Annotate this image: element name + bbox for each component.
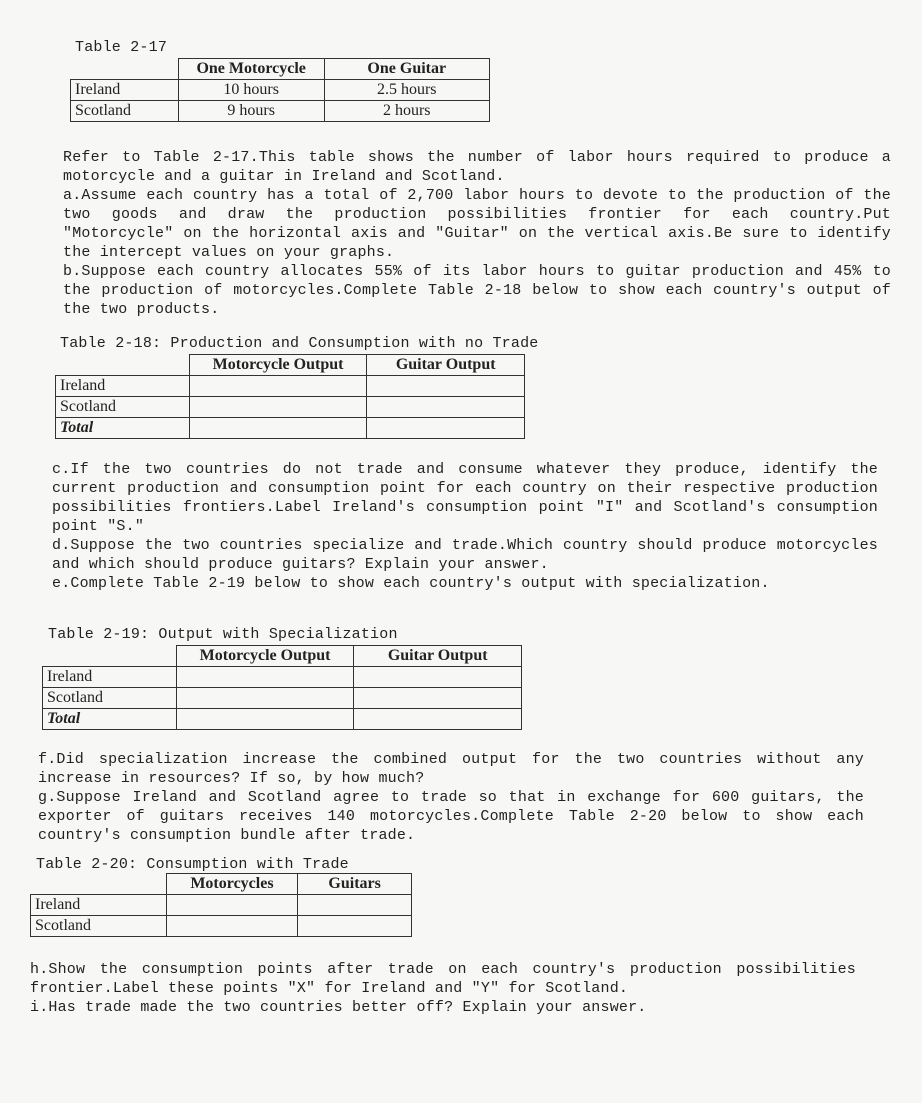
table-2-17-caption: Table 2-17: [75, 39, 168, 56]
answer-cell: [354, 688, 522, 709]
answer-cell: [166, 895, 298, 916]
table-2-19: [42, 645, 522, 730]
answer-cell: [189, 397, 367, 418]
table-header-cell: [31, 874, 167, 895]
table-cell: 9 hours: [178, 101, 324, 122]
row-label: Scotland: [31, 916, 167, 937]
row-label: Scotland: [43, 688, 177, 709]
row-label: Ireland: [31, 895, 167, 916]
total-row-label: Total: [56, 418, 190, 439]
answer-cell: [367, 397, 525, 418]
answer-cell: [189, 418, 367, 439]
row-label: Ireland: [71, 80, 179, 101]
table-row: [56, 418, 525, 439]
table-header-row: [71, 59, 490, 80]
question-b: b.Suppose each country allocates 55% of its labor hours to guitar production and 45% to the production of motorcycles.Complete Table 2-18 below to show each country's output of the two products.: [63, 263, 891, 318]
question-text-block-4: [30, 960, 856, 1017]
table-cell: 2.5 hours: [324, 80, 489, 101]
table-row: [31, 895, 412, 916]
answer-cell: [298, 916, 412, 937]
table-row: [31, 916, 412, 937]
table-cell: 10 hours: [178, 80, 324, 101]
row-label: Scotland: [56, 397, 190, 418]
total-row-label: Total: [43, 709, 177, 730]
answer-cell: [354, 667, 522, 688]
answer-cell: [354, 709, 522, 730]
question-h: h.Show the consumption points after trade on each country's production possibilities frontier.Label these points "X" for Ireland and "Y" for Scotland.: [30, 961, 856, 997]
table-2-18-caption: Table 2-18: Production and Consumption with no Trade: [60, 335, 539, 352]
table-row: [71, 80, 490, 101]
question-c: c.If the two countries do not trade and consume whatever they produce, identify the current production and consumption point for each country on their respective production possibilities frontiers.Label Ireland's consumption point "I" and Scotland's consumption point "S.": [52, 461, 878, 535]
table-header-row: [31, 874, 412, 895]
table-2-18: [55, 354, 525, 439]
table-row: [43, 709, 522, 730]
table-header-cell: [71, 59, 179, 80]
table-2-17: [70, 58, 490, 122]
table-header-cell: One Guitar: [324, 59, 489, 80]
table-row: [56, 397, 525, 418]
table-header-cell: Motorcycle Output: [176, 646, 354, 667]
table-header-cell: Guitar Output: [367, 355, 525, 376]
table-header-row: [56, 355, 525, 376]
table-row: [43, 688, 522, 709]
row-label: Scotland: [71, 101, 179, 122]
question-f: f.Did specialization increase the combined output for the two countries without any increase in resources? If so, by how much?: [38, 751, 864, 787]
question-a: a.Assume each country has a total of 2,700 labor hours to devote to the production of the two goods and draw the production possibilities frontier for each country.Put "Motorcycle" on the horizontal axis and "Guitar" on the vertical axis.Be sure to identify the intercept values on your graphs.: [63, 187, 891, 261]
question-text-block-3: [38, 750, 864, 845]
row-label: Ireland: [43, 667, 177, 688]
table-header-cell: Motorcycle Output: [189, 355, 367, 376]
table-header-cell: Guitars: [298, 874, 412, 895]
table-cell: 2 hours: [324, 101, 489, 122]
answer-cell: [189, 376, 367, 397]
question-text-block-1: [63, 148, 891, 319]
table-header-row: [43, 646, 522, 667]
answer-cell: [367, 376, 525, 397]
answer-cell: [176, 688, 354, 709]
table-2-19-caption: Table 2-19: Output with Specialization: [48, 626, 398, 643]
table-header-cell: Guitar Output: [354, 646, 522, 667]
question-g: g.Suppose Ireland and Scotland agree to trade so that in exchange for 600 guitars, the exporter of guitars receives 140 motorcycles.Complete Table 2-20 below to show each country's consumption bundle after trade.: [38, 789, 864, 844]
answer-cell: [367, 418, 525, 439]
answer-cell: [166, 916, 298, 937]
question-e: e.Complete Table 2-19 below to show each country's output with specialization.: [52, 575, 770, 592]
table-header-cell: Motorcycles: [166, 874, 298, 895]
table-header-cell: [56, 355, 190, 376]
intro-paragraph: Refer to Table 2-17.This table shows the number of labor hours required to produce a motorcycle and a guitar in Ireland and Scotland.: [63, 149, 891, 185]
question-d: d.Suppose the two countries specialize and trade.Which country should produce motorcycles and which should produce guitars? Explain your answer.: [52, 537, 878, 573]
question-text-block-2: [52, 460, 878, 593]
table-row: [71, 101, 490, 122]
table-header-cell: One Motorcycle: [178, 59, 324, 80]
table-header-cell: [43, 646, 177, 667]
table-row: [56, 376, 525, 397]
answer-cell: [298, 895, 412, 916]
answer-cell: [176, 667, 354, 688]
table-row: [43, 667, 522, 688]
table-2-20-caption: Table 2-20: Consumption with Trade: [36, 856, 349, 873]
row-label: Ireland: [56, 376, 190, 397]
question-i: i.Has trade made the two countries better off? Explain your answer.: [30, 999, 647, 1016]
answer-cell: [176, 709, 354, 730]
table-2-20: [30, 873, 412, 937]
